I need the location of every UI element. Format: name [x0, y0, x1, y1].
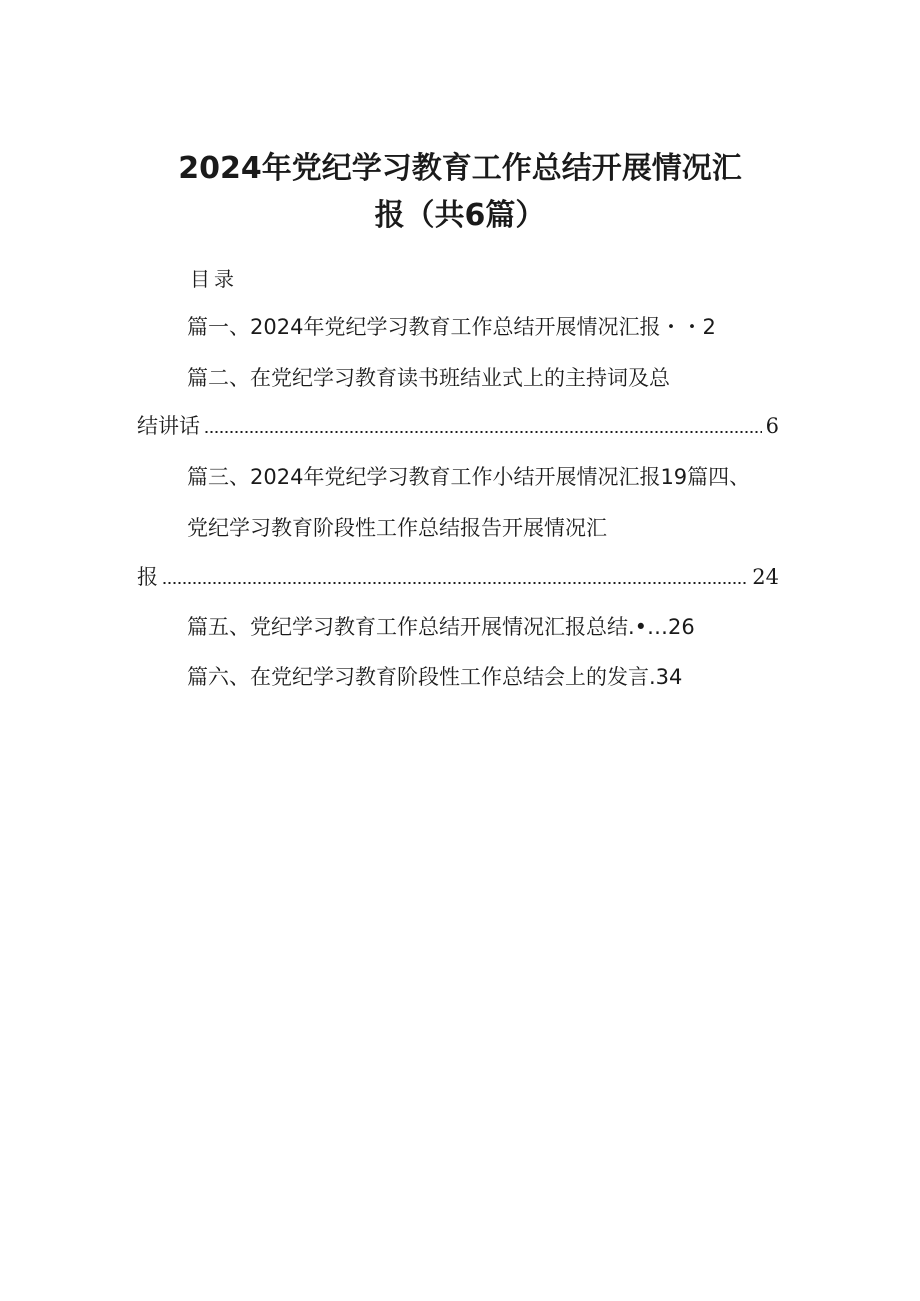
toc-item-5[interactable]: 篇五、党纪学习教育工作总结开展情况汇报总结.•…26: [187, 615, 695, 639]
toc-item-6[interactable]: 篇六、在党纪学习教育阶段性工作总结会上的发言.34: [187, 665, 683, 689]
toc-item-2-page-number: 6: [765, 414, 779, 438]
toc-item-4-line-2[interactable]: [137, 564, 779, 590]
toc-item-2-continuation: 结讲话: [137, 414, 200, 438]
dot-leader: [162, 582, 748, 584]
document-title-line-2: 报（共6篇）: [374, 198, 546, 233]
toc-item-4-continuation: 报: [137, 565, 158, 589]
toc-item-4-page-number: 24: [752, 565, 779, 589]
toc-heading: 目录: [190, 267, 238, 291]
toc-item-1[interactable]: 篇一、2024年党纪学习教育工作总结开展情况汇报・・2: [187, 315, 716, 339]
toc-item-2-line-2[interactable]: [137, 413, 779, 439]
toc-item-3[interactable]: 篇三、2024年党纪学习教育工作小结开展情况汇报19篇四、: [187, 465, 751, 489]
dot-leader: [204, 431, 762, 433]
document-title-line-1: 2024年党纪学习教育工作总结开展情况汇: [178, 151, 742, 186]
toc-item-4-line-1[interactable]: 党纪学习教育阶段性工作总结报告开展情况汇: [187, 516, 607, 540]
toc-item-2-line-1[interactable]: 篇二、在党纪学习教育读书班结业式上的主持词及总: [187, 366, 670, 390]
